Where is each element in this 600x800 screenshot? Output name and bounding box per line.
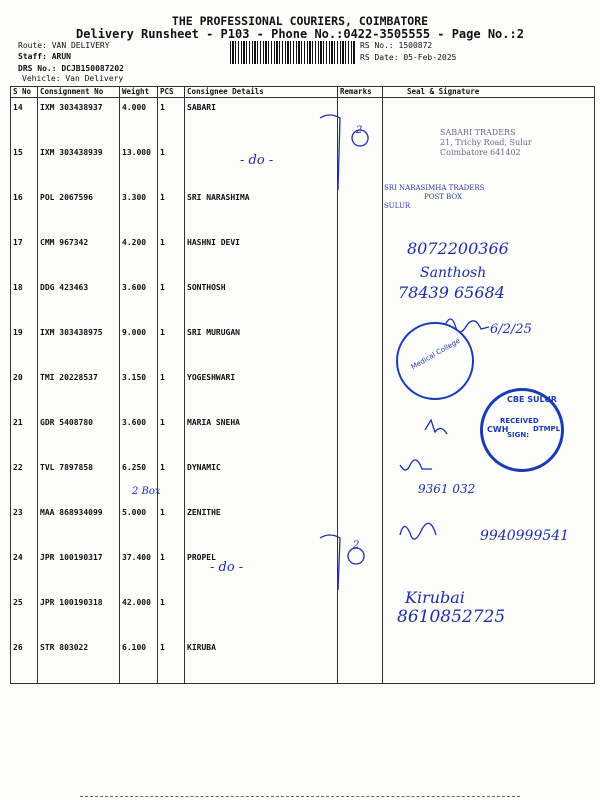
pieces-cell: 1 — [158, 503, 185, 548]
consignee-cell: DYNAMIC — [185, 458, 338, 503]
remarks-cell — [338, 98, 383, 144]
pieces-cell: 1 — [158, 188, 185, 233]
consignment-number-cell: STR 803022 — [38, 638, 120, 684]
weight-cell: 37.400 — [120, 548, 158, 593]
consignment-number-cell: DDG 423463 — [38, 278, 120, 323]
stamp-text: SULUR — [384, 202, 411, 210]
consignee-cell: PROPEL — [185, 548, 338, 593]
pieces-cell: 1 — [158, 278, 185, 323]
pieces-cell: 1 — [158, 98, 185, 144]
table-row — [11, 368, 595, 413]
pieces-cell: 1 — [158, 233, 185, 278]
remarks-cell — [338, 638, 383, 684]
stamp-text: DTMPL — [533, 425, 561, 433]
serial-number-cell: 20 — [11, 368, 38, 413]
seal-signature-cell — [383, 548, 595, 593]
circled-number: 2 — [353, 540, 360, 551]
table-row — [11, 503, 595, 548]
stamp-text: Coimbatore 641402 — [440, 148, 521, 157]
pieces-cell: 1 — [158, 368, 185, 413]
consignment-number-cell: TVL 7897858 — [38, 458, 120, 503]
weight-cell: 3.600 — [120, 278, 158, 323]
stamp-text: RECEIVED — [500, 417, 539, 425]
weight-cell: 6.100 — [120, 638, 158, 684]
table-row — [11, 638, 595, 684]
consignment-number-cell: GDR 5408780 — [38, 413, 120, 458]
column-header: Consignment No — [38, 87, 120, 98]
company-title: THE PROFESSIONAL COURIERS, COIMBATORE — [171, 14, 429, 28]
consignee-cell: KIRUBA — [185, 638, 338, 684]
table-row — [11, 548, 595, 593]
weight-cell: 5.000 — [120, 503, 158, 548]
serial-number-cell: 14 — [11, 98, 38, 144]
remarks-cell — [338, 458, 383, 503]
handwritten-note: 2 Box — [132, 486, 161, 497]
staff-label: Staff: ARUN — [18, 52, 71, 61]
consignee-cell: SONTHOSH — [185, 278, 338, 323]
remarks-cell — [338, 233, 383, 278]
handwritten-phone: 9361 032 — [418, 482, 476, 496]
consignee-cell — [185, 143, 338, 188]
column-header: Consignee Details — [185, 87, 338, 98]
stamp-text: CWH — [487, 425, 509, 434]
seal-signature-cell — [383, 503, 595, 548]
consignment-number-cell: MAA 868934099 — [38, 503, 120, 548]
seal-signature-cell — [383, 593, 595, 638]
remarks-cell — [338, 503, 383, 548]
handwritten-phone: 78439 65684 — [398, 283, 505, 302]
serial-number-cell: 24 — [11, 548, 38, 593]
runsheet-table — [10, 86, 595, 684]
rs-date: RS Date: 05-Feb-2025 — [360, 53, 457, 62]
consignee-cell: ZENITHE — [185, 503, 338, 548]
table-row — [11, 413, 595, 458]
consignee-cell: SRI MURUGAN — [185, 323, 338, 368]
weight-cell: 3.300 — [120, 188, 158, 233]
handwritten-phone: 8072200366 — [407, 239, 509, 258]
pieces-cell: 1 — [158, 638, 185, 684]
consignee-cell: MARIA SNEHA — [185, 413, 338, 458]
seal-signature-cell — [383, 458, 595, 503]
seal-signature-cell — [383, 233, 595, 278]
serial-number-cell: 22 — [11, 458, 38, 503]
column-header: PCS — [158, 87, 185, 98]
table-row — [11, 458, 595, 503]
runsheet-subtitle: Delivery Runsheet - P103 - Phone No.:0422-3505555 - Page No.:2 — [76, 27, 524, 41]
remarks-cell — [338, 323, 383, 368]
consignee-cell: YOGESHWARI — [185, 368, 338, 413]
stamp-text: 21, Trichy Road, Sulur — [440, 138, 532, 147]
stamp-text: SABARI TRADERS — [440, 128, 516, 137]
stamp-text: CBE SULUR — [507, 395, 557, 404]
vehicle-label: Vehicle: Van Delivery — [22, 74, 124, 83]
weight-cell: 9.000 — [120, 323, 158, 368]
weight-cell: 4.200 — [120, 233, 158, 278]
serial-number-cell: 21 — [11, 413, 38, 458]
seal-signature-cell — [383, 413, 595, 458]
seal-signature-cell — [383, 638, 595, 684]
ditto-mark: - do - — [210, 560, 244, 575]
table-header-row — [11, 87, 595, 98]
weight-cell: 4.000 — [120, 98, 158, 144]
remarks-cell — [338, 413, 383, 458]
consignment-number-cell: TMI 20228537 — [38, 368, 120, 413]
serial-number-cell: 26 — [11, 638, 38, 684]
pieces-cell: 1 — [158, 593, 185, 638]
handwritten-phone: 8610852725 — [397, 607, 506, 627]
rs-number: RS No.: 1500872 — [360, 41, 433, 50]
route-label: Route: VAN DELIVERY — [18, 41, 110, 50]
remarks-cell — [338, 368, 383, 413]
circled-number: 2 — [356, 125, 363, 136]
consignment-number-cell: POL 2067596 — [38, 188, 120, 233]
consignment-number-cell: IXM 303438975 — [38, 323, 120, 368]
column-header: Seal & Signature — [383, 87, 595, 98]
remarks-cell — [338, 548, 383, 593]
consignee-cell: SRI NARASHIMA — [185, 188, 338, 233]
pieces-cell: 1 — [158, 413, 185, 458]
table-row — [11, 278, 595, 323]
stamp-text: SIGN: — [507, 431, 530, 439]
consignee-cell: HASHNI DEVI — [185, 233, 338, 278]
remarks-cell — [338, 278, 383, 323]
barcode — [230, 41, 356, 64]
table-row — [11, 233, 595, 278]
weight-cell: 42.000 — [120, 593, 158, 638]
consignment-number-cell: JPR 100190318 — [38, 593, 120, 638]
handwritten-name: Santhosh — [420, 265, 487, 281]
consignee-cell — [185, 593, 338, 638]
consignment-number-cell: IXM 303438937 — [38, 98, 120, 144]
consignment-number-cell: IXM 303438939 — [38, 143, 120, 188]
page-footer-line — [80, 796, 520, 797]
stamp-text: POST BOX — [424, 193, 463, 201]
seal-signature-cell — [383, 368, 595, 413]
serial-number-cell: 15 — [11, 143, 38, 188]
weight-cell: 6.250 — [120, 458, 158, 503]
pieces-cell: 1 — [158, 323, 185, 368]
column-header: Weight — [120, 87, 158, 98]
pieces-cell: 1 — [158, 143, 185, 188]
column-header: Remarks — [338, 87, 383, 98]
serial-number-cell: 23 — [11, 503, 38, 548]
remarks-cell — [338, 188, 383, 233]
consignment-number-cell: CMM 967342 — [38, 233, 120, 278]
drs-number: DRS No.: DCJB150087202 — [18, 64, 124, 73]
pieces-cell: 1 — [158, 548, 185, 593]
table-row — [11, 593, 595, 638]
serial-number-cell: 19 — [11, 323, 38, 368]
consignment-number-cell: JPR 100190317 — [38, 548, 120, 593]
ditto-mark: - do - — [240, 153, 274, 168]
table-body — [11, 98, 595, 684]
remarks-cell — [338, 593, 383, 638]
stamp-text: SRI NARASIMHA TRADERS — [384, 184, 485, 192]
consignee-cell: SABARI — [185, 98, 338, 144]
seal-signature-cell — [383, 278, 595, 323]
serial-number-cell: 17 — [11, 233, 38, 278]
weight-cell: 3.600 — [120, 413, 158, 458]
weight-cell: 13.000 — [120, 143, 158, 188]
stamp-text: Medical College — [409, 336, 462, 372]
seal-signature-cell — [383, 323, 595, 368]
pieces-cell: 1 — [158, 458, 185, 503]
handwritten-phone: 9940999541 — [480, 528, 570, 544]
serial-number-cell: 18 — [11, 278, 38, 323]
column-header: S No — [11, 87, 38, 98]
serial-number-cell: 25 — [11, 593, 38, 638]
narasimha-stamp — [384, 184, 484, 211]
weight-cell: 3.150 — [120, 368, 158, 413]
table-row — [11, 323, 595, 368]
handwritten-date: 6/2/25 — [490, 322, 532, 337]
table-row — [11, 188, 595, 233]
handwritten-name: Kirubai — [405, 588, 465, 607]
serial-number-cell: 16 — [11, 188, 38, 233]
sabari-stamp — [440, 128, 532, 158]
remarks-cell — [338, 143, 383, 188]
